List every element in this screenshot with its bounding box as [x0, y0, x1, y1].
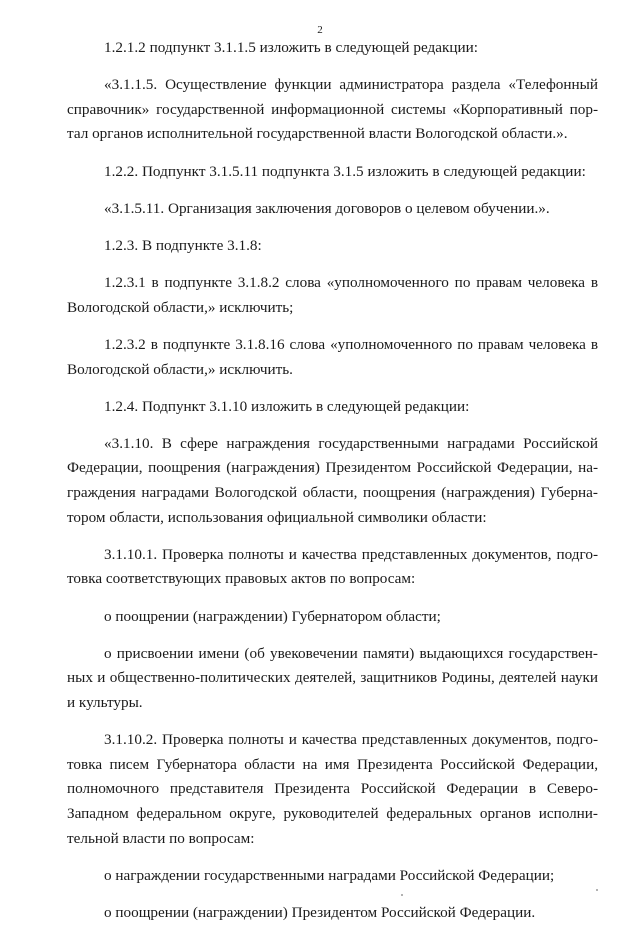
text-line: «3.1.10. В сфере награждения государственными наградами Российской: [104, 434, 598, 452]
text-line: тором области, использования официальной символики области:: [67, 508, 487, 526]
paragraph-governor-award: о поощрении (награждении) Губернатором области;: [104, 607, 441, 625]
text-line: 1.2.3.1 в подпункте 3.1.8.2 слова «уполномоченного по правам человека в: [104, 274, 598, 292]
scan-speck: [401, 894, 403, 896]
paragraph-3-1-5-11: «3.1.5.11. Организация заключения договоров о целевом обучении.».: [104, 199, 550, 217]
document-body: [67, 36, 598, 938]
text-line: Федерации, поощрения (награждения) Президентом Российской Федерации, на-: [67, 459, 598, 477]
paragraph-1-2-3-2: [67, 333, 598, 382]
scan-speck: [596, 889, 598, 891]
text-line: Вологодской области,» исключить.: [67, 360, 293, 378]
text-line: 1.2.3.2 в подпункте 3.1.8.16 слова «уполномоченного по правам человека в: [104, 335, 598, 353]
paragraph-1-2-1-2: 1.2.1.2 подпункт 3.1.1.5 изложить в следующей редакции:: [104, 39, 478, 56]
text-line: 3.1.10.2. Проверка полноты и качества представленных документов, подго-: [104, 731, 598, 749]
text-line: товка писем Губернатора области на имя Президента Российской Федерации,: [67, 755, 598, 773]
paragraph-1-2-2: 1.2.2. Подпункт 3.1.5.11 подпункта 3.1.5 изложить в следующей редакции:: [104, 162, 586, 180]
text-line: полномочного представителя Президента Российской Федерации в Северо-: [67, 780, 598, 798]
text-line: тельной власти по вопросам:: [67, 829, 255, 847]
paragraph-3-1-1-5: [67, 73, 598, 147]
paragraph-president-award: о поощрении (награждении) Президентом Российской Федерации.: [104, 903, 536, 921]
paragraph-name-assignment: [67, 642, 598, 716]
text-line: ных и общественно-политических деятелей, защитников Родины, деятелей науки: [67, 669, 598, 687]
text-line: товка соответствующих правовых актов по вопросам:: [67, 570, 416, 588]
text-line: Вологодской области,» исключить;: [67, 298, 294, 316]
paragraph-1-2-3-1: [67, 271, 598, 320]
paragraph-3-1-10-2: [67, 728, 598, 851]
text-line: 3.1.10.1. Проверка полноты и качества представленных документов, подго-: [104, 545, 598, 563]
page-number: 2: [317, 24, 323, 36]
text-line: справочник» государственной информационной системы «Корпоративный пор-: [67, 100, 598, 118]
text-line: «3.1.1.5. Осуществление функции администратора раздела «Телефонный: [104, 76, 598, 94]
text-line: Западном федеральном округе, руководителей федеральных органов исполни-: [67, 804, 598, 822]
paragraph-3-1-10: [67, 432, 598, 530]
text-line: о присвоении имени (об увековечении памяти) выдающихся государствен-: [104, 644, 598, 662]
text-line: и культуры.: [67, 694, 143, 711]
text-line: граждения наградами Вологодской области, поощрения (награждения) Губерна-: [67, 484, 598, 502]
paragraph-1-2-4: 1.2.4. Подпункт 3.1.10 изложить в следующей редакции:: [104, 397, 470, 415]
text-line: тал органов исполнительной государственной власти Вологодской области.».: [67, 125, 568, 143]
paragraph-state-awards: о награждении государственными наградами Российской Федерации;: [104, 866, 555, 884]
paragraph-3-1-10-1: [67, 543, 598, 592]
paragraph-1-2-3: 1.2.3. В подпункте 3.1.8:: [104, 236, 262, 254]
